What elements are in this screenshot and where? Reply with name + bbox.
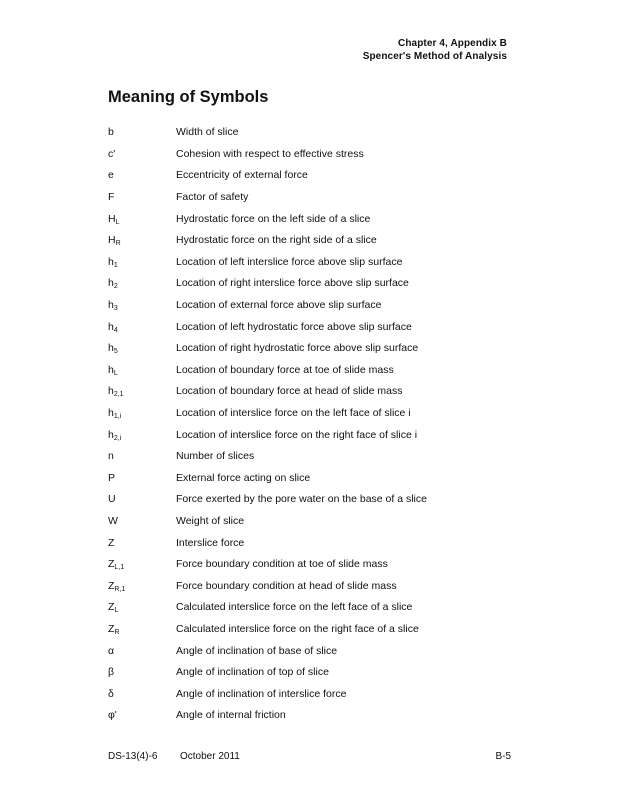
symbol-subscript: 2 <box>113 283 118 291</box>
symbol-base: b <box>108 126 114 139</box>
symbol-row <box>108 532 508 554</box>
symbol-term <box>108 277 176 290</box>
symbol-base: W <box>108 514 118 527</box>
symbol-base: h <box>108 428 114 441</box>
symbol-row <box>108 424 508 446</box>
symbol-definition: Angle of inclination of top of slice <box>176 666 329 679</box>
symbol-row <box>108 705 508 727</box>
symbol-base: h <box>108 320 114 333</box>
symbol-subscript: 3 <box>113 305 118 313</box>
symbol-row <box>108 640 508 662</box>
symbol-row <box>108 230 508 252</box>
symbol-row <box>108 295 508 317</box>
symbol-base: δ <box>108 687 114 700</box>
symbol-base: Z <box>108 558 115 571</box>
symbol-term <box>108 515 176 528</box>
symbol-definition: Width of slice <box>176 126 239 139</box>
symbol-base: h <box>108 363 114 376</box>
symbol-subscript: R <box>114 628 120 636</box>
symbol-definition: Number of slices <box>176 450 255 463</box>
symbol-term <box>108 645 176 658</box>
symbol-definition: Location of right interslice force above slip surface <box>176 277 409 290</box>
symbol-definition: Calculated interslice force on the left face of a slice <box>176 601 413 614</box>
symbol-definition: Force boundary condition at toe of slide mass <box>176 558 388 571</box>
symbol-definition: Angle of internal friction <box>176 709 286 722</box>
symbol-definition: Cohesion with respect to effective stress <box>176 147 364 160</box>
symbol-definition: Location of boundary force at head of slide mass <box>176 385 403 398</box>
symbol-base: n <box>108 450 114 463</box>
symbol-definition: Hydrostatic force on the right side of a slice <box>176 234 377 247</box>
symbol-term <box>108 364 176 377</box>
symbol-definition: Angle of inclination of interslice force <box>176 687 347 700</box>
header-chapter: Chapter 4, Appendix B <box>398 38 507 49</box>
symbol-row <box>108 554 508 576</box>
symbol-row <box>108 446 508 468</box>
symbol-term <box>108 407 176 420</box>
symbol-base: h <box>108 342 114 355</box>
symbol-definition: Location of left interslice force above slip surface <box>176 255 403 268</box>
symbol-definition: Weight of slice <box>176 514 245 527</box>
running-header <box>363 37 507 63</box>
symbol-definition: Eccentricity of external force <box>176 169 308 182</box>
symbol-subscript: 2,1 <box>113 391 124 399</box>
symbol-base: P <box>108 471 116 484</box>
symbol-row <box>108 122 508 144</box>
symbol-term <box>108 321 176 334</box>
symbol-base: h <box>108 407 114 420</box>
symbol-subscript: L,1 <box>114 564 125 572</box>
symbol-base: H <box>108 234 116 247</box>
symbol-term <box>108 385 176 398</box>
symbol-base: Z <box>108 536 115 549</box>
symbol-row <box>108 575 508 597</box>
symbol-definition: Angle of inclination of base of slice <box>176 644 338 657</box>
symbol-definition: Location of external force above slip surface <box>176 299 382 312</box>
symbol-base: h <box>108 277 114 290</box>
symbol-definition: Calculated interslice force on the right face of a slice <box>176 622 419 635</box>
symbol-row <box>108 619 508 641</box>
footer-page-number: B-5 <box>495 751 511 762</box>
symbol-definition: Location of left hydrostatic force above slip surface <box>176 320 412 333</box>
symbol-base: α <box>108 644 115 657</box>
symbol-row <box>108 683 508 705</box>
symbol-subscript: R <box>115 240 121 248</box>
footer-date: October 2011 <box>180 751 240 762</box>
symbol-subscript: 5 <box>113 348 118 356</box>
footer-document-id: DS-13(4)-6 <box>108 751 158 762</box>
symbol-definition: Interslice force <box>176 536 245 549</box>
symbol-definition: Factor of safety <box>176 191 249 204</box>
symbol-row <box>108 252 508 274</box>
symbol-row <box>108 273 508 295</box>
symbol-row <box>108 187 508 209</box>
symbol-row <box>108 360 508 382</box>
symbol-definition: Location of interslice force on the left face of slice i <box>176 407 411 420</box>
symbol-row <box>108 662 508 684</box>
symbol-row <box>108 208 508 230</box>
symbol-term <box>108 213 176 226</box>
symbol-base: h <box>108 299 114 312</box>
symbol-term <box>108 623 176 636</box>
symbol-row <box>108 165 508 187</box>
symbol-base: φ' <box>108 709 117 722</box>
symbol-row <box>108 381 508 403</box>
symbol-term <box>108 709 176 722</box>
symbol-subscript: 1,i <box>113 413 122 421</box>
symbol-row <box>108 489 508 511</box>
symbol-base: β <box>108 666 115 679</box>
symbol-list <box>108 122 508 727</box>
symbol-definition: Location of interslice force on the right face of slice i <box>176 428 418 441</box>
symbol-base: Z <box>108 622 115 635</box>
symbol-term <box>108 148 176 161</box>
symbol-term <box>108 688 176 701</box>
symbol-term <box>108 342 176 355</box>
symbol-subscript: L <box>114 607 119 615</box>
symbol-term <box>108 472 176 485</box>
symbol-base: Z <box>108 579 115 592</box>
symbol-base: U <box>108 493 116 506</box>
symbol-row <box>108 316 508 338</box>
symbol-definition: Location of right hydrostatic force above slip surface <box>176 342 419 355</box>
symbol-row <box>108 338 508 360</box>
symbol-term <box>108 126 176 139</box>
symbol-base: c' <box>108 147 116 160</box>
symbol-subscript: R,1 <box>114 585 126 593</box>
symbol-row <box>108 597 508 619</box>
symbol-term <box>108 537 176 550</box>
symbol-term <box>108 429 176 442</box>
symbol-base: F <box>108 191 115 204</box>
symbol-definition: Force exerted by the pore water on the base of a slice <box>176 493 427 506</box>
symbol-row <box>108 511 508 533</box>
symbol-term <box>108 234 176 247</box>
symbol-row <box>108 468 508 490</box>
symbol-base: Z <box>108 601 115 614</box>
symbol-term <box>108 299 176 312</box>
symbol-definition: Location of boundary force at toe of slide mass <box>176 363 394 376</box>
symbol-base: e <box>108 169 114 182</box>
symbol-subscript: 2,i <box>113 434 122 442</box>
header-subtitle: Spencer's Method of Analysis <box>362 51 507 62</box>
symbol-subscript: 1 <box>113 261 118 269</box>
symbol-term <box>108 580 176 593</box>
symbol-subscript: L <box>113 369 118 377</box>
symbol-subscript: L <box>115 218 120 226</box>
symbol-term <box>108 601 176 614</box>
symbol-definition: External force acting on slice <box>176 471 311 484</box>
symbol-base: H <box>108 212 116 225</box>
symbol-base: h <box>108 385 114 398</box>
symbol-term <box>108 666 176 679</box>
symbol-row <box>108 403 508 425</box>
symbol-subscript: 4 <box>113 326 118 334</box>
symbol-row <box>108 144 508 166</box>
symbol-term <box>108 256 176 269</box>
symbol-term <box>108 169 176 182</box>
symbol-term <box>108 493 176 506</box>
symbol-term <box>108 191 176 204</box>
symbol-definition: Force boundary condition at head of slide mass <box>176 579 397 592</box>
symbol-term <box>108 450 176 463</box>
page-title: Meaning of Symbols <box>108 88 269 106</box>
symbol-term <box>108 558 176 571</box>
symbol-base: h <box>108 255 114 268</box>
symbol-definition: Hydrostatic force on the left side of a slice <box>176 212 371 225</box>
